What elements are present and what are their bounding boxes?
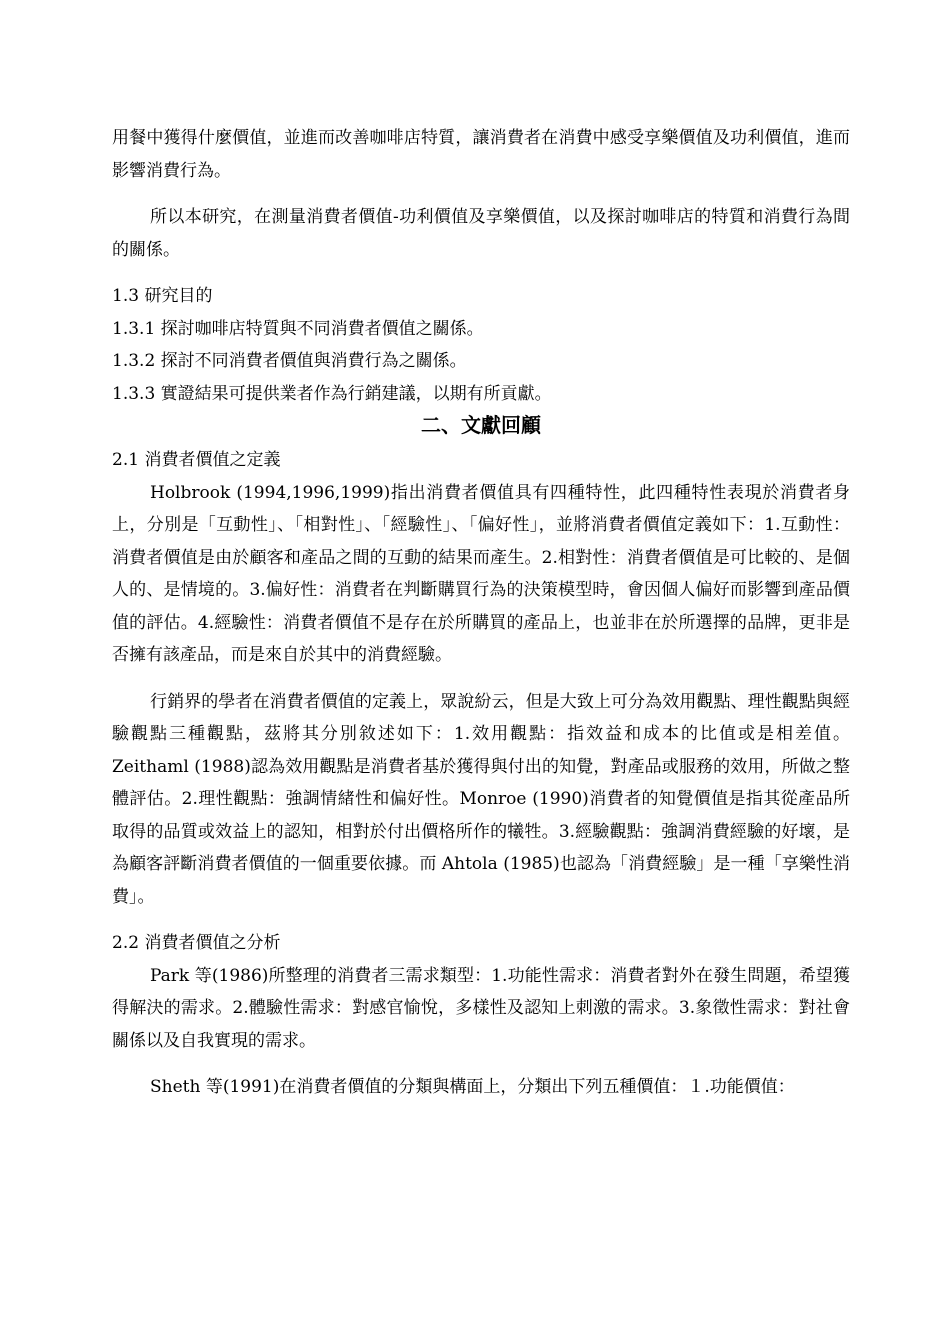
paragraph-sheth-values: Sheth 等(1991)在消費者價值的分類與構面上，分類出下列五種價值：１.功能價值：: [150, 1077, 795, 1097]
paragraph-park-needs: Park 等(1986)所整理的消費者三需求類型：1.功能性需求：消費者對外在發生問題，希望獲得解決的需求。2.體驗性需求：對感官愉悅，多樣性及認知上刺激的需求。3.象徵性需求：對社會關係以及自我實現的需求。: [112, 965, 850, 1051]
chapter-title-literature-review: 二、文獻回顧: [421, 413, 541, 437]
paragraph-holbrook: Holbrook (1994,1996,1999)指出消費者價值具有四種特性，此四種特性表現於消費者身上，分別是「互動性」、「相對性」、「經驗性」、「偏好性」，並將消費者價值定義如下：1.互動性：消費者價值是由於顧客和產品之間的互動的結果而產生。2.相對性：消費者價值是可比較的、是個人的、是情境的。3.偏好性：消費者在判斷購買行為的決策模型時，會因個人偏好而影響到產品價值的評估。4.經驗性：消費者價值不是存在於所購買的產品上，也並非在於所選擇的品牌，更非是否擁有該產品，而是來自於其中的消費經驗。: [112, 482, 850, 665]
section-1-3: [112, 280, 850, 410]
section-heading-1-3: 1.3 研究目的: [112, 286, 213, 306]
section-2-1: [112, 444, 850, 913]
paragraph-continued-intro: 用餐中獲得什麼價值，並進而改善咖啡店特質，讓消費者在消費中感受享樂價值及功利價值，進而影響消費行為。: [112, 128, 850, 181]
objective-item-3: 1.3.3 實證結果可提供業者作為行銷建議，以期有所貢獻。: [112, 383, 552, 404]
paragraph-value-viewpoints: 行銷界的學者在消費者價值的定義上，眾說紛云，但是大致上可分為效用觀點、理性觀點與經驗觀點三種觀點，茲將其分別敘述如下：1.效用觀點：指效益和成本的比值或是相差值。Zeithaml (1988)認為效用觀點是消費者基於獲得與付出的知覺，對產品或服務的效用，所做之整體評估。2.理性觀點：強調情緒性和偏好性。Monroe (1990)消費者的知覺價值是指其從產品所取得的品質或效益上的認知，相對於付出價格所作的犧牲。3.經驗觀點：強調消費經驗的好壞，是為顧客評斷消費者價值的一個重要依據。而 Ahtola (1985)也認為「消費經驗」是一種「享樂性消費」。: [112, 691, 850, 907]
paragraph-research-scope: 所以本研究，在測量消費者價值-功利價值及享樂價值，以及探討咖啡店的特質和消費行為間的關係。: [112, 207, 850, 260]
document-page: [112, 122, 850, 1118]
section-heading-2-2: 2.2 消費者價值之分析: [112, 933, 281, 953]
section-2-2: [112, 927, 850, 1104]
section-heading-2-1: 2.1 消費者價值之定義: [112, 450, 281, 470]
objective-item-1: 1.3.1 探討咖啡店特質與不同消費者價值之關係。: [112, 318, 484, 339]
objective-item-2: 1.3.2 探討不同消費者價值與消費行為之關係。: [112, 351, 467, 371]
